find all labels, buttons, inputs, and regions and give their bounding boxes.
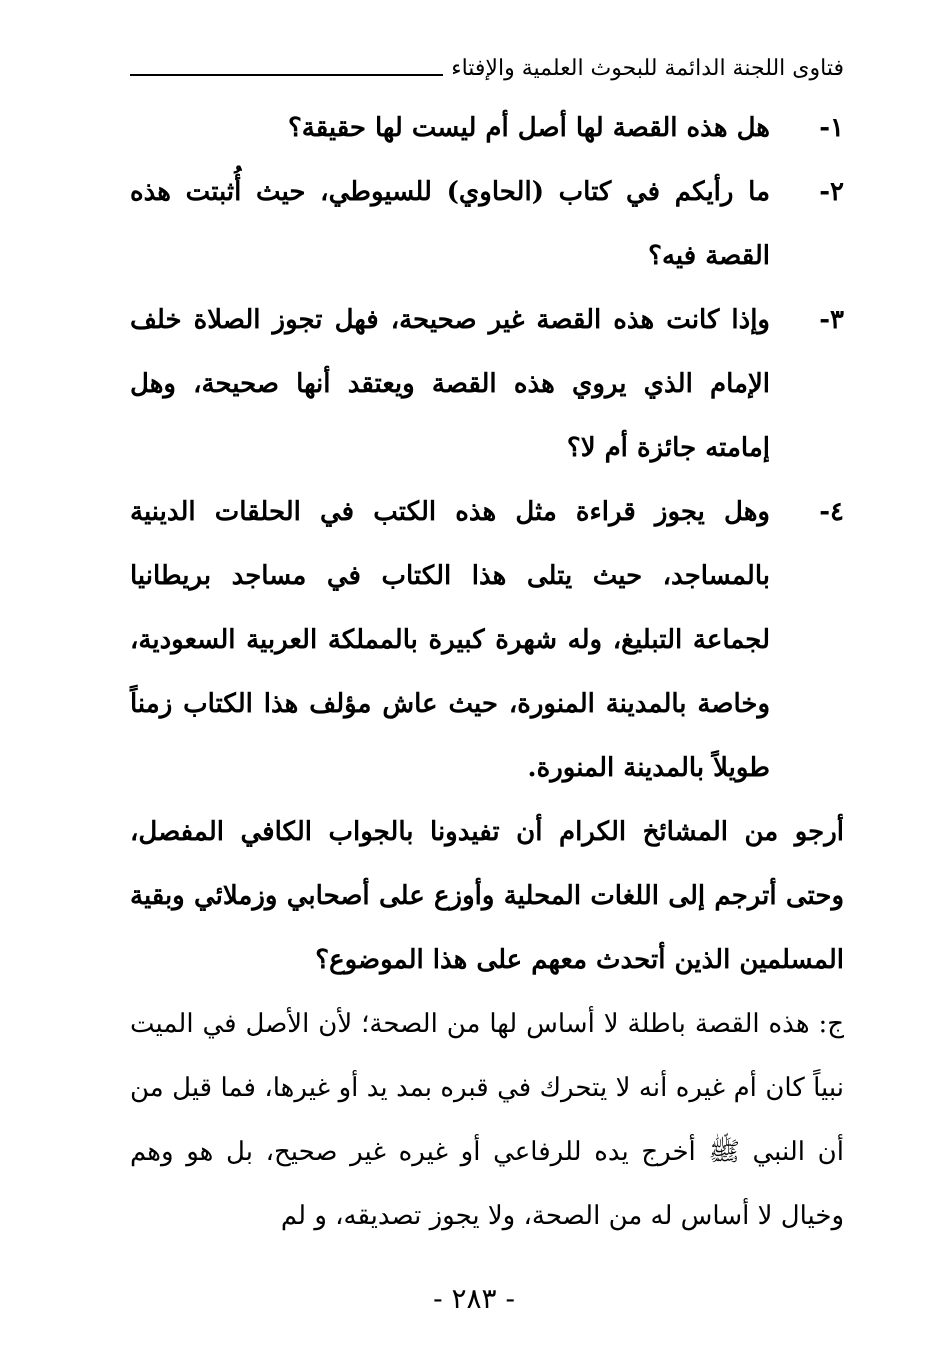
question-text: وإذا كانت هذه القصة غير صحيحة، فهل تجوز الصلاة خلف الإمام الذي يروي هذه القصة ويعتقد أنها صحيحة، وهل إمامته جائزة أم لا؟	[130, 305, 770, 463]
question-4	[130, 480, 844, 800]
page-number: - ٢٨٣ -	[433, 1282, 515, 1315]
page-body	[130, 96, 844, 1248]
question-text: هل هذه القصة لها أصل أم ليست لها حقيقة؟	[287, 113, 770, 143]
question-3	[130, 288, 844, 480]
question-2	[130, 160, 844, 288]
question-number: ١-	[819, 113, 844, 143]
question-1	[130, 96, 844, 160]
header-rule	[130, 74, 443, 76]
question-text: ما رأيكم في كتاب (الحاوي) للسيوطي، حيث أُثبتت هذه القصة فيه؟	[130, 177, 770, 271]
answer-paragraph: ج: هذه القصة باطلة لا أساس لها من الصحة؛ لأن الأصل في الميت نبياً كان أم غيره أنه لا يتحرك في قبره بمد يد أو غيرها، فما قيل من أن النبي ﷺ أخرج يده للرفاعي أو غيره غير صحيح، بل هو وهم وخيال لا أساس له من الصحة، ولا يجوز تصديقه، و لم	[130, 1009, 844, 1231]
question-number: ٣-	[819, 305, 844, 335]
question-number: ٤-	[819, 497, 844, 527]
request-paragraph: أرجو من المشائخ الكرام أن تفيدونا بالجواب الكافي المفصل، وحتى أترجم إلى اللغات المحلية وأوزع على أصحابي وزملائي وبقية المسلمين الذين أتحدث معهم على هذا الموضوع؟	[130, 817, 844, 975]
running-header	[130, 48, 844, 86]
question-text: وهل يجوز قراءة مثل هذه الكتب في الحلقات الدينية بالمساجد، حيث يتلى هذا الكتاب في مساجد بريطانيا لجماعة التبليغ، وله شهرة كبيرة بالمملكة العربية السعودية، وخاصة بالمدينة المنورة، حيث عاش مؤلف هذا الكتاب زمناً طويلاً بالمدينة المنورة.	[130, 497, 770, 783]
header-title: فتاوى اللجنة الدائمة للبحوث العلمية والإفتاء	[451, 56, 844, 81]
question-number: ٢-	[819, 177, 844, 207]
